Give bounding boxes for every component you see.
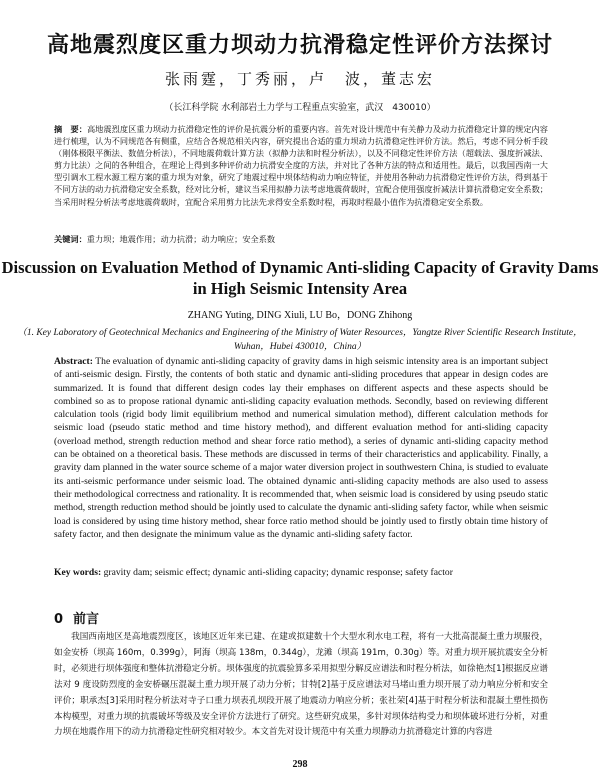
paper-title-en: Discussion on Evaluation Method of Dynamic Anti-sliding Capacity of Gravity Dams in High Seismic Intensity Area <box>1 258 599 298</box>
keywords-en-text: gravity dam; seismic effect; dynamic anti-sliding capacity; dynamic response; safety factor <box>103 567 453 578</box>
keywords-en-label: Key words: <box>54 567 102 578</box>
affiliation-en: （1. Key Laboratory of Geotechnical Mechanics and Engineering of the Ministry of Water Resources，Yangtze River Scientific Research Institute，Wuhan，Hubei 430010，China） <box>17 328 583 352</box>
authors-cn: 张雨霆，丁秀丽，卢 波，董志宏 <box>164 70 435 88</box>
body-paragraph <box>54 630 548 741</box>
section-number: 0 <box>54 612 64 627</box>
abstract-cn-text: 高地震烈度区重力坝动力抗滑稳定性的评价是抗震分析的重要内容。首先对设计规范中有关静力及动力抗滑稳定计算的规定内容进行梳理，认为不同规范各有侧重，应结合各规范相关内容，研究提出合适的重力坝动力抗滑稳定性评价方法。然后，考虑不同分析手段（刚体极限平衡法、数值分析法），不同地震荷载计算方法（拟静力法和时程分析法），以及不同稳定性评价方法（超载法、强度折减法、剪力比法）之间的各种组合，在理论上得到多种评价动力抗滑安全度的方法，并对比了各种方法的特点和适用性。最后，以我国西南一大型引调水工程水源工程方案的重力坝为对象，研究了地震过程中坝体结构动力响应特征，并使用各种动力抗滑稳定性评价方法，得到基于不同方法的动力抗滑稳定安全系数，经对比分析，建议当采用拟静力法考虑地震荷载时，宜配合使用强度折减法计算抗滑稳定安全系数；当采用时程分析法考虑地震荷载时，宜配合采用剪力比法先求得安全系数时程，再取时程最小值作为抗滑稳定安全系数。 <box>54 124 548 207</box>
abstract-en-text: The evaluation of dynamic anti-sliding capacity of gravity dams in high seismic intensity area is an important subject of anti-seismic design. Firstly, the contents of both static and dynamic anti-sliding procedures that appear in design codes are summarized. It is found that different design codes lay their emphases on different aspects and these aspects should be combined so as to propose rational dynamic anti-sliding capacity evaluation methods. Secondly, based on reviewing different calculation tools (rigid body limit equilibrium method and numerical simulation method), different calculation methods for seismic load (pseudo static method and time history method), and different evaluation method for anti-sliding capacity (overload method, strength reduction method and shear force ratio method), a series of dynamic anti-sliding capacity method can be obtained on a theoretical basis. These methods are discussed in terms of their characteristics and applicability. Finally, a gravity dam planned in the water source scheme of a major water diversion project in southwestern China, is studied to evaluate its anti-seismic performance under seismic load. The obtained dynamic anti-sliding capacity methods are also used to assess their methodological correctness and rationality. It is recommended that, when seismic load is considered by using pseudo static method, strength reduction method should be jointly used to calculate the dynamic anti-sliding safety factor, while when seismic load is considered by using time history method, shear force ratio method should be jointly used to firstly obtain time history of safety factor, and then designate the minimum value as the dynamic anti-sliding safety factor. <box>54 356 548 540</box>
paper-title-cn: 高地震烈度区重力坝动力抗滑稳定性评价方法探讨 <box>46 33 553 58</box>
keywords-cn-label: 关键词： <box>54 234 87 244</box>
abstract-cn <box>54 123 548 208</box>
body-paragraph-text: 我国西南地区是高地震烈度区，该地区近年来已建、在建或拟建数十个大型水利水电工程，将有一大批高混凝土重力坝服役，如金安桥（坝高 160m，0.399g），阿海（坝高 138m，0.344g），龙滩（坝高 191m，0.30g）等。对重力坝开展抗震安全分析时，必须进行坝体强度和整体抗滑稳定分析。坝体强度的抗震验算多采用拟型分解反应谱法和时程分析法，如徐艳杰[1]根据反应谱法对 9 度设防烈度的金安桥碾压混凝土重力坝开展了动力分析；甘特[2]基于反应谱法对马堵山重力坝开展了动力响应分析和安全评价；职承杰[3]采用时程分析法对寺子口重力坝表孔坝段开展了地震动力响应分析；张社荣[4]基于时程分析法和混凝土塑性损伤本构模型，对重力坝的抗震破坏等级及安全评价方法进行了研究。这些研究成果，多针对坝体结构受力和坝体破坏进行分析，对重力坝在地震作用下的动力抗滑稳定性研究相对较少。本文首先对设计规范中有关重力坝静动力抗滑稳定计算的内容进 <box>54 632 548 738</box>
keywords-en <box>54 566 548 579</box>
abstract-en-label: Abstract: <box>54 356 93 367</box>
authors-en: ZHANG Yuting, DING Xiuli, LU Bo，DONG Zhihong <box>187 310 413 321</box>
keywords-cn <box>54 233 548 245</box>
abstract-en <box>54 355 548 541</box>
page-number: 298 <box>292 759 308 770</box>
section-title: 前言 <box>73 612 100 627</box>
affiliation-cn: （长江科学院 水利部岩土力学与工程重点实验室，武汉 430010） <box>164 103 436 113</box>
keywords-cn-text: 重力坝；地震作用；动力抗滑；动力响应；安全系数 <box>86 234 276 244</box>
abstract-cn-label: 摘 要： <box>54 124 87 134</box>
section-heading <box>54 608 99 627</box>
